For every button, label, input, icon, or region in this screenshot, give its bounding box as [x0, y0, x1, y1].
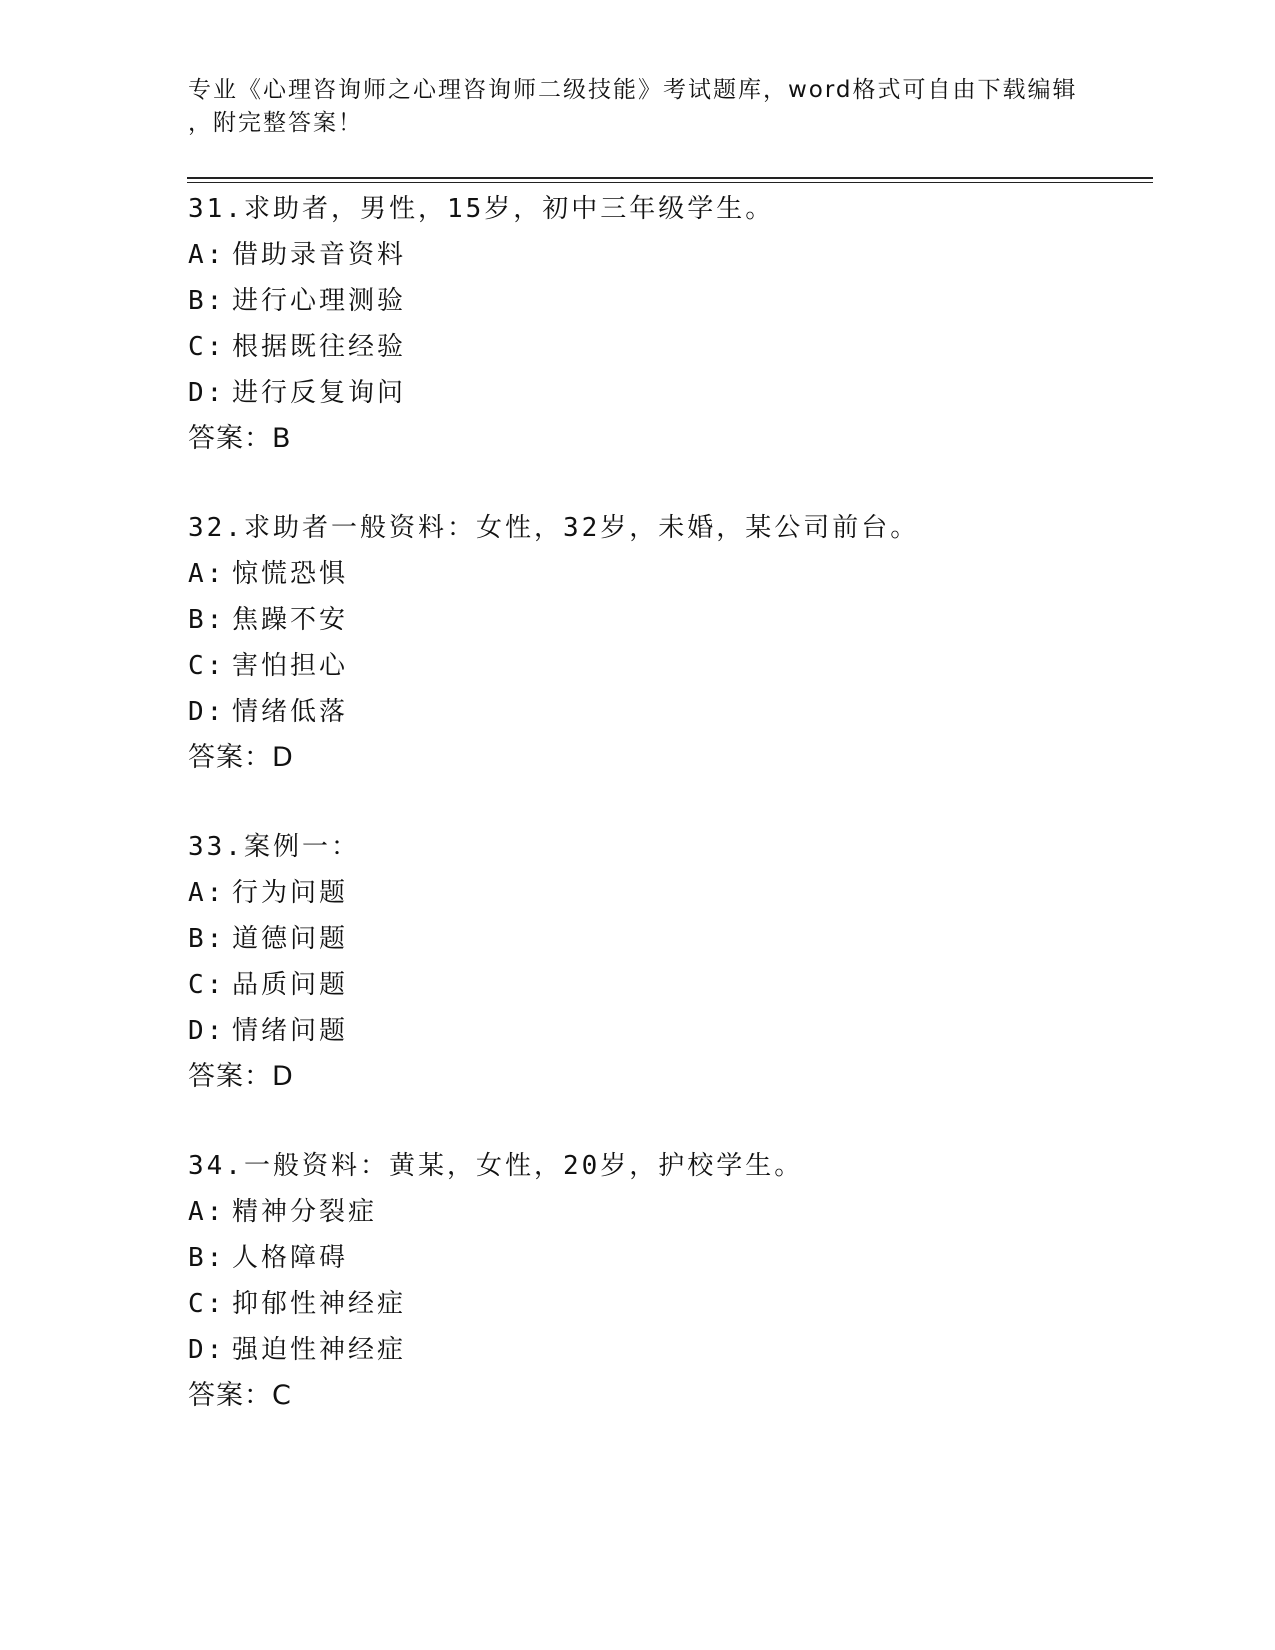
option-b [188, 597, 1148, 643]
option-letter: A: [188, 240, 226, 270]
option-text: 害怕担心 [232, 651, 349, 681]
option-letter: B: [188, 605, 226, 635]
option-text: 进行反复询问 [232, 378, 407, 408]
option-a [188, 1189, 1148, 1235]
option-letter: A: [188, 1197, 226, 1227]
question-title: 34.一般资料：黄某，女性，20岁，护校学生。 [188, 1151, 804, 1181]
option-text: 情绪问题 [232, 1016, 349, 1046]
option-c [188, 962, 1148, 1008]
option-b [188, 916, 1148, 962]
option-letter: D: [188, 378, 226, 408]
option-text: 道德问题 [232, 924, 349, 954]
header-line-2: ，附完整答案！ [188, 110, 363, 136]
question-32 [188, 505, 1148, 781]
option-letter: A: [188, 559, 226, 589]
header-divider-thick [187, 177, 1153, 179]
question-title: 32.求助者一般资料：女性，32岁，未婚，某公司前台。 [188, 513, 920, 543]
question-title: 31.求助者，男性，15岁，初中三年级学生。 [188, 194, 775, 224]
question-31 [188, 186, 1148, 462]
option-text: 强迫性神经症 [232, 1335, 407, 1365]
document-header [188, 74, 1088, 140]
option-c [188, 643, 1148, 689]
option-d [188, 689, 1148, 735]
option-text: 焦躁不安 [232, 605, 349, 635]
option-text: 情绪低落 [232, 697, 349, 727]
option-letter: B: [188, 924, 226, 954]
option-letter: C: [188, 332, 226, 362]
option-letter: D: [188, 697, 226, 727]
option-letter: D: [188, 1016, 226, 1046]
option-a [188, 232, 1148, 278]
option-a [188, 551, 1148, 597]
header-divider-thin [187, 182, 1153, 183]
option-text: 抑郁性神经症 [232, 1289, 407, 1319]
option-letter: C: [188, 651, 226, 681]
option-text: 行为问题 [232, 878, 349, 908]
option-d [188, 1327, 1148, 1373]
option-a [188, 870, 1148, 916]
option-letter: A: [188, 878, 226, 908]
option-text: 精神分裂症 [232, 1197, 378, 1227]
option-letter: D: [188, 1335, 226, 1365]
option-b [188, 278, 1148, 324]
option-letter: B: [188, 286, 226, 316]
option-d [188, 370, 1148, 416]
option-text: 惊慌恐惧 [232, 559, 349, 589]
question-33 [188, 824, 1148, 1100]
question-34 [188, 1143, 1148, 1419]
option-letter: B: [188, 1243, 226, 1273]
answer-label: 答案：B [188, 423, 292, 454]
option-c [188, 324, 1148, 370]
option-text: 根据既往经验 [232, 332, 407, 362]
option-text: 借助录音资料 [232, 240, 407, 270]
option-letter: C: [188, 1289, 226, 1319]
answer-label: 答案：D [188, 1061, 294, 1092]
option-text: 进行心理测验 [232, 286, 407, 316]
answer-label: 答案：D [188, 742, 294, 773]
answer-label: 答案：C [188, 1380, 292, 1411]
option-b [188, 1235, 1148, 1281]
option-c [188, 1281, 1148, 1327]
question-title: 33.案例一： [188, 832, 360, 862]
header-line-1: 专业《心理咨询师之心理咨询师二级技能》考试题库，word格式可自由下载编辑 [188, 77, 1078, 103]
option-d [188, 1008, 1148, 1054]
option-letter: C: [188, 970, 226, 1000]
option-text: 人格障碍 [232, 1243, 349, 1273]
option-text: 品质问题 [232, 970, 349, 1000]
